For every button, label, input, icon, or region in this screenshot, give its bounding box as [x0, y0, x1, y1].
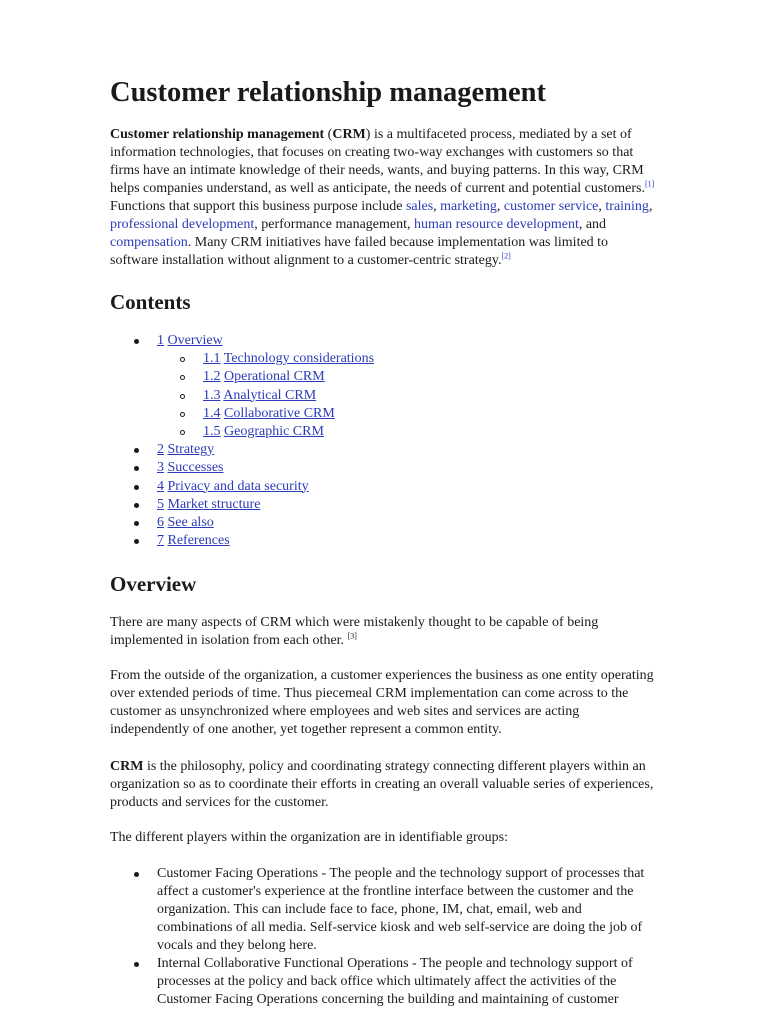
list-item-text: Customer Facing Operations concerning the building and maintaining of customer	[157, 992, 619, 1007]
toc-link-number[interactable]: 1.5	[203, 423, 221, 439]
overview-heading: Overview	[110, 572, 197, 596]
toc-link-label[interactable]: See also	[167, 514, 214, 530]
overview-paragraph-1	[110, 614, 715, 650]
toc-link-label[interactable]: Market structure	[167, 496, 261, 512]
list-item-text: Customer Facing Operations - The people and the technology support of processes that	[157, 866, 645, 881]
paragraph-text: independently of one another, yet together represent a common entity.	[110, 722, 502, 737]
citation-link[interactable]: [2]	[501, 251, 511, 261]
list-item-text: organization. This can include face to face, phone, IM, chat, email, web and	[157, 902, 582, 917]
list-item	[110, 865, 715, 955]
intro-text: information technologies, that focuses on creating two-way exchanges with customers so that	[110, 145, 634, 160]
list-item-text: processes at the policy and back office which ultimately affect the activities of the	[157, 974, 617, 989]
toc-link-label[interactable]: Technology considerations	[223, 351, 375, 367]
paragraph-text: is the philosophy, policy and coordinating strategy connecting different players within an	[143, 759, 646, 774]
intro-text: software installation without alignment to a customer-centric strategy.	[110, 253, 502, 268]
toc-link-label[interactable]: Successes	[167, 460, 224, 476]
bullet-icon	[134, 521, 139, 526]
paragraph-text: The different players within the organization are in identifiable groups:	[110, 830, 508, 845]
bullet-icon	[134, 539, 139, 544]
intro-text: ,	[433, 199, 441, 214]
toc-link-number[interactable]: 5	[157, 496, 164, 512]
toc-link-number[interactable]: 1	[157, 333, 164, 348]
list-item-text: affect a customer's experience at the frontline interface between the customer and the	[157, 884, 634, 899]
list-item-text: combinations of all media. Self-service kiosk and web self-service are doing the job of	[157, 920, 643, 935]
toc-link-label[interactable]: Overview	[167, 333, 223, 348]
contents-heading: Contents	[110, 290, 191, 314]
intro-text: Functions that support this business purpose include	[110, 199, 406, 214]
bullet-icon	[134, 503, 139, 508]
toc-link-label[interactable]: Collaborative CRM	[224, 405, 335, 421]
intro-text: , performance management,	[254, 217, 415, 232]
list-item-text: Internal Collaborative Functional Operations - The people and technology support of	[157, 956, 633, 971]
paragraph-text: organization so as to coordinate their efforts in creating an overall valuable series of experiences,	[110, 777, 654, 792]
overview-paragraph-4	[110, 829, 715, 847]
toc-link-number[interactable]: 4	[157, 478, 164, 494]
bullet-icon	[134, 485, 139, 490]
paragraph-text: implemented in isolation from each other.	[110, 633, 348, 648]
circle-bullet-icon	[180, 394, 185, 399]
toc-link-label[interactable]: Strategy	[167, 442, 215, 458]
list-item	[110, 955, 715, 1009]
overview-paragraph-2	[110, 667, 715, 739]
intro-text: ,	[496, 199, 504, 214]
link-compensation[interactable]: compensation	[110, 235, 188, 250]
link-sales[interactable]: sales	[405, 199, 434, 214]
bullet-icon	[134, 466, 139, 471]
bullet-icon	[134, 339, 139, 344]
toc-link-number[interactable]: 6	[157, 514, 164, 530]
toc-link-label[interactable]: Analytical CRM	[223, 387, 317, 403]
link-human-resource-development[interactable]: human resource development	[414, 217, 579, 232]
citation-link[interactable]: [3]	[347, 631, 357, 641]
toc-link-number[interactable]: 3	[157, 460, 164, 476]
paragraph-text: products and services for the customer.	[110, 795, 329, 810]
toc-link-label[interactable]: Geographic CRM	[224, 423, 324, 439]
toc-link-label[interactable]: References	[167, 533, 230, 549]
toc-link-number[interactable]: 1.4	[203, 405, 221, 421]
link-marketing[interactable]: marketing	[440, 199, 497, 214]
player-groups-list	[110, 865, 715, 1009]
intro-text: , and	[578, 217, 607, 232]
paragraph-text: There are many aspects of CRM which were mistakenly thought to be capable of being	[110, 615, 599, 630]
circle-bullet-icon	[180, 430, 185, 435]
link-training[interactable]: training	[605, 199, 649, 214]
intro-paragraph: Customer relationship management (CRM) is a multifaceted process, mediated by a set of information technologies, that focuses on creating two-way exchanges with customers so that firms have an intimate knowledge of their needs, wants, and buying patterns. In this way, CRM helps companies understand, as well as anticipate, the needs of current and potential customers.[1] Functions that support this business purpose include sales, marketing, customer service, training, professional development, performance management, human resource development, and compensation. Many CRM initiatives have failed because implementation was limited to software installation without alignment to a customer-centric strategy.[2]	[110, 126, 715, 270]
circle-bullet-icon	[180, 357, 185, 362]
intro-text: (	[324, 127, 333, 142]
toc-link-number[interactable]: 1.3	[203, 387, 221, 403]
citation-link[interactable]: [1]	[644, 179, 655, 189]
intro-text: ,	[598, 199, 606, 214]
toc-link-number[interactable]: 1.2	[203, 369, 221, 385]
intro-bold-term: Customer relationship management	[110, 127, 325, 142]
link-customer-service[interactable]: customer service	[503, 199, 599, 214]
toc-link-number[interactable]: 1.1	[203, 351, 221, 367]
page-title: Customer relationship management	[110, 77, 546, 108]
paragraph-text: From the outside of the organization, a customer experiences the business as one entity operating	[110, 668, 654, 683]
toc-link-label[interactable]: Privacy and data security	[167, 478, 309, 494]
overview-paragraph-3	[110, 758, 715, 812]
toc-link-number[interactable]: 7	[157, 533, 164, 549]
circle-bullet-icon	[180, 375, 185, 380]
intro-text: . Many CRM initiatives have failed because implementation was limited to	[187, 235, 609, 250]
intro-text: firms have an intimate knowledge of their needs, wants, and buying patterns. In this way, CRM	[110, 163, 644, 178]
bullet-icon	[134, 872, 139, 877]
intro-abbr: CRM	[332, 127, 366, 142]
crm-bold-term: CRM	[110, 759, 144, 774]
circle-bullet-icon	[180, 412, 185, 417]
link-professional-development[interactable]: professional development	[110, 217, 255, 232]
bullet-icon	[134, 448, 139, 453]
bullet-icon	[134, 962, 139, 967]
intro-text: )	[365, 127, 371, 142]
intro-text: helps companies understand, as well as anticipate, the needs of current and potential customers.	[110, 181, 645, 196]
list-item-text: vocals and they belong here.	[157, 938, 317, 953]
toc-link-label[interactable]: Operational CRM	[224, 369, 325, 385]
toc-link-number[interactable]: 2	[157, 442, 164, 458]
paragraph-text: customer as unsynchronized where employees and web sites and services are acting	[110, 704, 580, 719]
intro-text: is a multifaceted process, mediated by a set of	[370, 127, 632, 142]
paragraph-text: over extended periods of time. Thus piecemeal CRM implementation can come across to the	[110, 686, 629, 701]
